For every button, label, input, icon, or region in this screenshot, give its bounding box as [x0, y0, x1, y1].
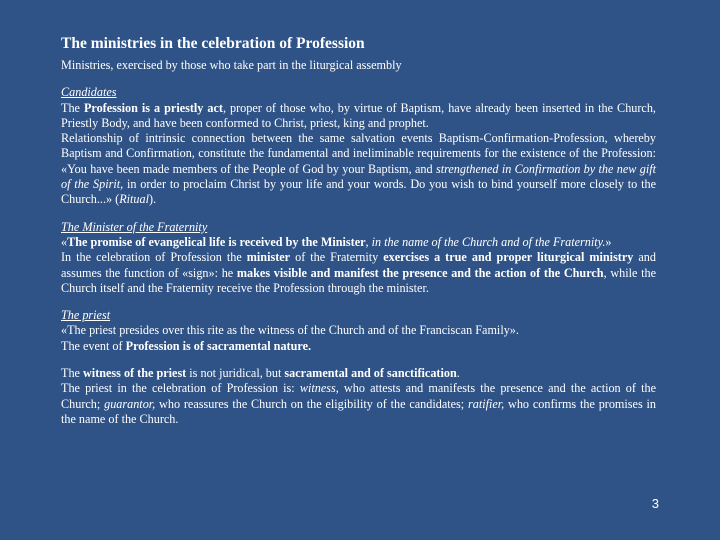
bold-run: The promise of evangelical life is received by the Minister	[67, 234, 366, 249]
section-heading-minister: The Minister of the Fraternity	[61, 219, 208, 234]
text-run: , proper of those who, by virtue of Baptism, have already been inserted in the Church, Priestly Body, and have been conformed to Christ, priest, king and prophet.	[61, 100, 656, 130]
text-run: of the Fraternity	[290, 250, 384, 265]
slide-title: The ministries in the celebration of Profession	[61, 35, 365, 52]
text-run: in order to proclaim Christ by your life and your words. Do you wish to bind yourself more closely to the Church...» (	[61, 177, 656, 207]
text-run: who confirms the promises in the name of the Church.	[61, 396, 656, 426]
text-run: and assumes the function of «sign»: he	[61, 250, 656, 280]
section-priest	[61, 308, 656, 354]
minister-paragraph-2	[61, 250, 656, 296]
bold-run: witness of the priest	[83, 366, 187, 381]
page-number: 3	[651, 496, 659, 511]
text-run: «	[61, 234, 68, 249]
priest-paragraph-1: «The priest presides over this rite as the witness of the Church and of the Franciscan Family».	[61, 323, 519, 338]
text-run: »	[605, 234, 612, 249]
text-run: The priest in the celebration of Profession is:	[61, 381, 300, 396]
bold-run: makes visible and manifest the presence and the action of the Church	[236, 265, 604, 280]
text-run: , while the Church itself and the Fraternity receive the Profession through the minister.	[61, 265, 657, 295]
text-run: who reassures the Church on the eligibility of the candidates;	[155, 396, 468, 411]
italic-run: Ritual	[119, 192, 150, 207]
candidates-paragraph-1	[61, 101, 656, 132]
bold-run: sacramental and of sanctification	[284, 366, 457, 381]
section-heading-priest: The priest	[61, 308, 111, 323]
text-run: ,	[365, 234, 372, 249]
section-heading-candidates: Candidates	[61, 85, 117, 100]
text-run: Relationship of intrinsic connection between the same salvation events Baptism-Confirmation-Profession, whereby Baptism and Confirmation, constitute the fundamental and ineliminable requirements for the existence of the Profession: «You have been made members of the People of God by your Baptism, and	[61, 131, 656, 176]
minister-paragraph-1	[61, 235, 656, 250]
text-run: In the celebration of Profession the	[61, 250, 247, 265]
bold-run: Profession is of sacramental nature.	[125, 338, 312, 353]
bold-run: exercises a true and proper liturgical ministry	[383, 250, 634, 265]
bold-run: minister	[246, 250, 291, 265]
text-run: who attests and manifests the presence and the action of the Church;	[61, 381, 656, 411]
section-candidates	[61, 85, 656, 207]
slide-content	[61, 34, 656, 427]
italic-run: ratifier,	[467, 396, 505, 411]
bold-run: Profession is a priestly act	[83, 100, 223, 115]
slide-subtitle: Ministries, exercised by those who take part in the liturgical assembly	[61, 58, 402, 72]
italic-run: guarantor,	[104, 396, 156, 411]
candidates-paragraph-2	[61, 131, 656, 207]
italic-run: in the name of the Church and of the Fraternity.	[371, 234, 606, 249]
text-run: The event of	[61, 338, 126, 353]
text-run: ).	[149, 192, 157, 207]
priest-paragraph-2	[61, 339, 656, 354]
italic-run: strengthened in Confirmation by the new gift of the Spirit,	[61, 161, 656, 192]
text-run: is not juridical, but	[186, 366, 285, 381]
section-witness	[61, 366, 656, 427]
text-run: The	[61, 100, 84, 115]
text-run: .	[456, 366, 460, 381]
witness-paragraph-2	[61, 381, 656, 427]
italic-run: witness,	[299, 381, 339, 396]
text-run: The	[61, 366, 83, 381]
section-minister	[61, 220, 656, 296]
witness-paragraph-1	[61, 366, 656, 381]
